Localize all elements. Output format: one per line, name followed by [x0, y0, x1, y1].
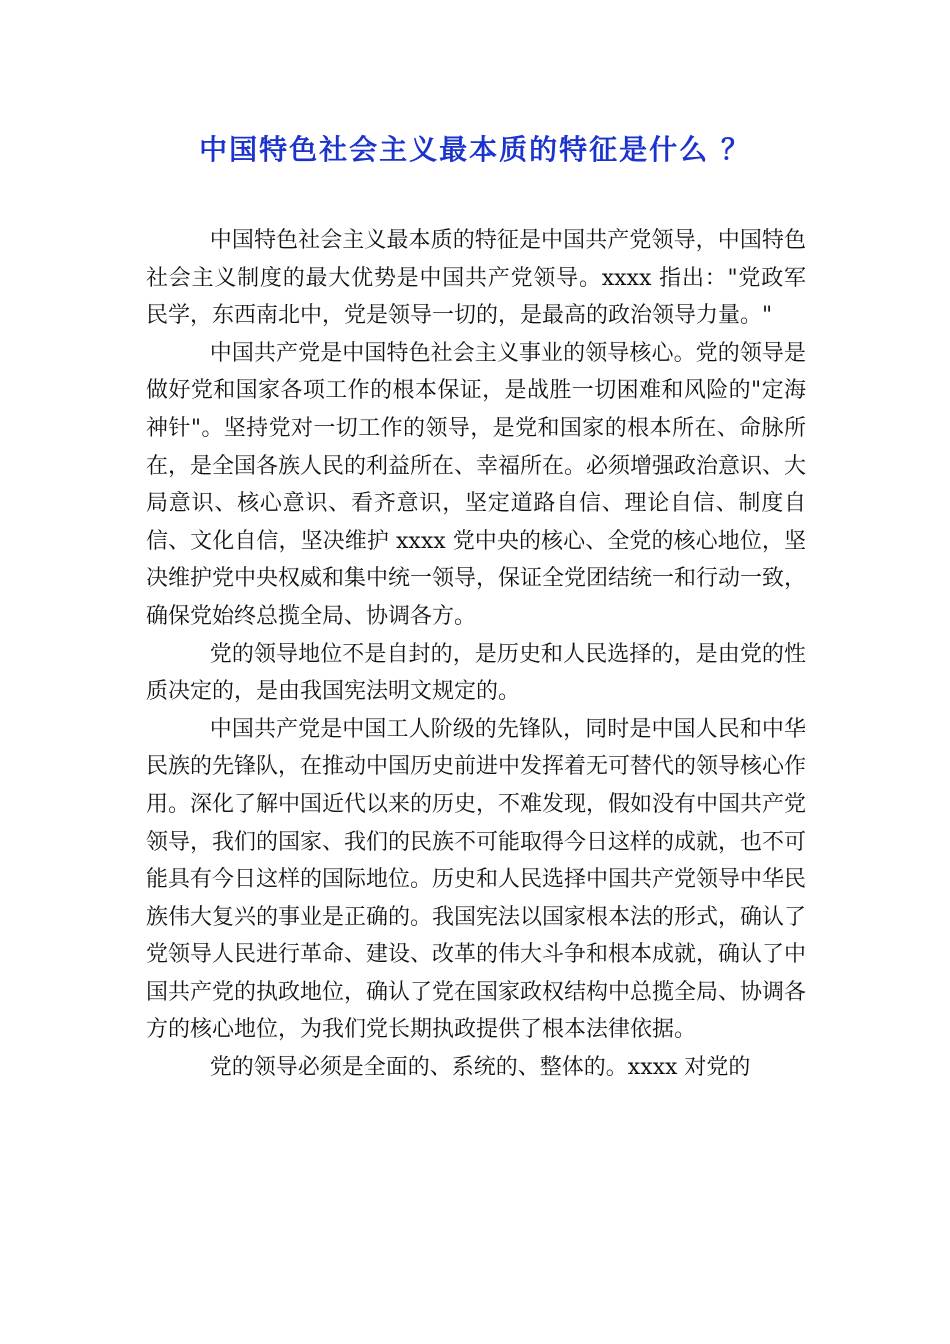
paragraph-5: 党的领导必须是全面的、系统的、整体的。xxxx 对党的 [209, 1055, 751, 1081]
paragraph-4: 中国共产党是中国工人阶级的先锋队，同时是中国人民和中华民族的先锋队，在推动中国历史前进中发挥着无可替代的领导核心作用。深化了解中国近代以来的历史，不难发现，假如没有中国共产党领导，我们的国家、我们的民族不可能取得今日这样的成就，也不可能具有今日这样的国际地位。历史和人民选择中国共产党领导中华民族伟大复兴的事业是正确的。我国宪法以国家根本法的形式，确认了党领导人民进行革命、建设、改革的伟大斗争和根本成就，确认了中国共产党的执政地位，确认了党在国家政权结构中总揽全局、协调各方的核心地位，为我们党长期执政提供了根本法律依据。 [146, 716, 807, 1043]
document-body [146, 222, 806, 1087]
document-title: 中国特色社会主义最本质的特征是什么 ？ [199, 133, 751, 166]
paragraph-2: 中国共产党是中国特色社会主义事业的领导核心。党的领导是做好党和国家各项工作的根本保证，是战胜一切困难和风险的"定海神针"。坚持党对一切工作的领导，是党和国家的根本所在、命脉所在，是全国各族人民的利益所在、幸福所在。必须增强政治意识、大局意识、核心意识、看齐意识，坚定道路自信、理论自信、制度自信、文化自信，坚决维护 xxxx 党中央的核心、全党的核心地位，坚决维护党中央权威和集中统一领导，保证全党团结统一和行动一致，确保党始终总揽全局、协调各方。 [146, 340, 807, 629]
paragraph-1: 中国特色社会主义最本质的特征是中国共产党领导，中国特色社会主义制度的最大优势是中国共产党领导。xxxx 指出："党政军民学，东西南北中，党是领导一切的，是最高的政治领导力量。" [146, 228, 806, 329]
paragraph-3: 党的领导地位不是自封的，是历史和人民选择的，是由党的性质决定的，是由我国宪法明文规定的。 [146, 641, 806, 705]
